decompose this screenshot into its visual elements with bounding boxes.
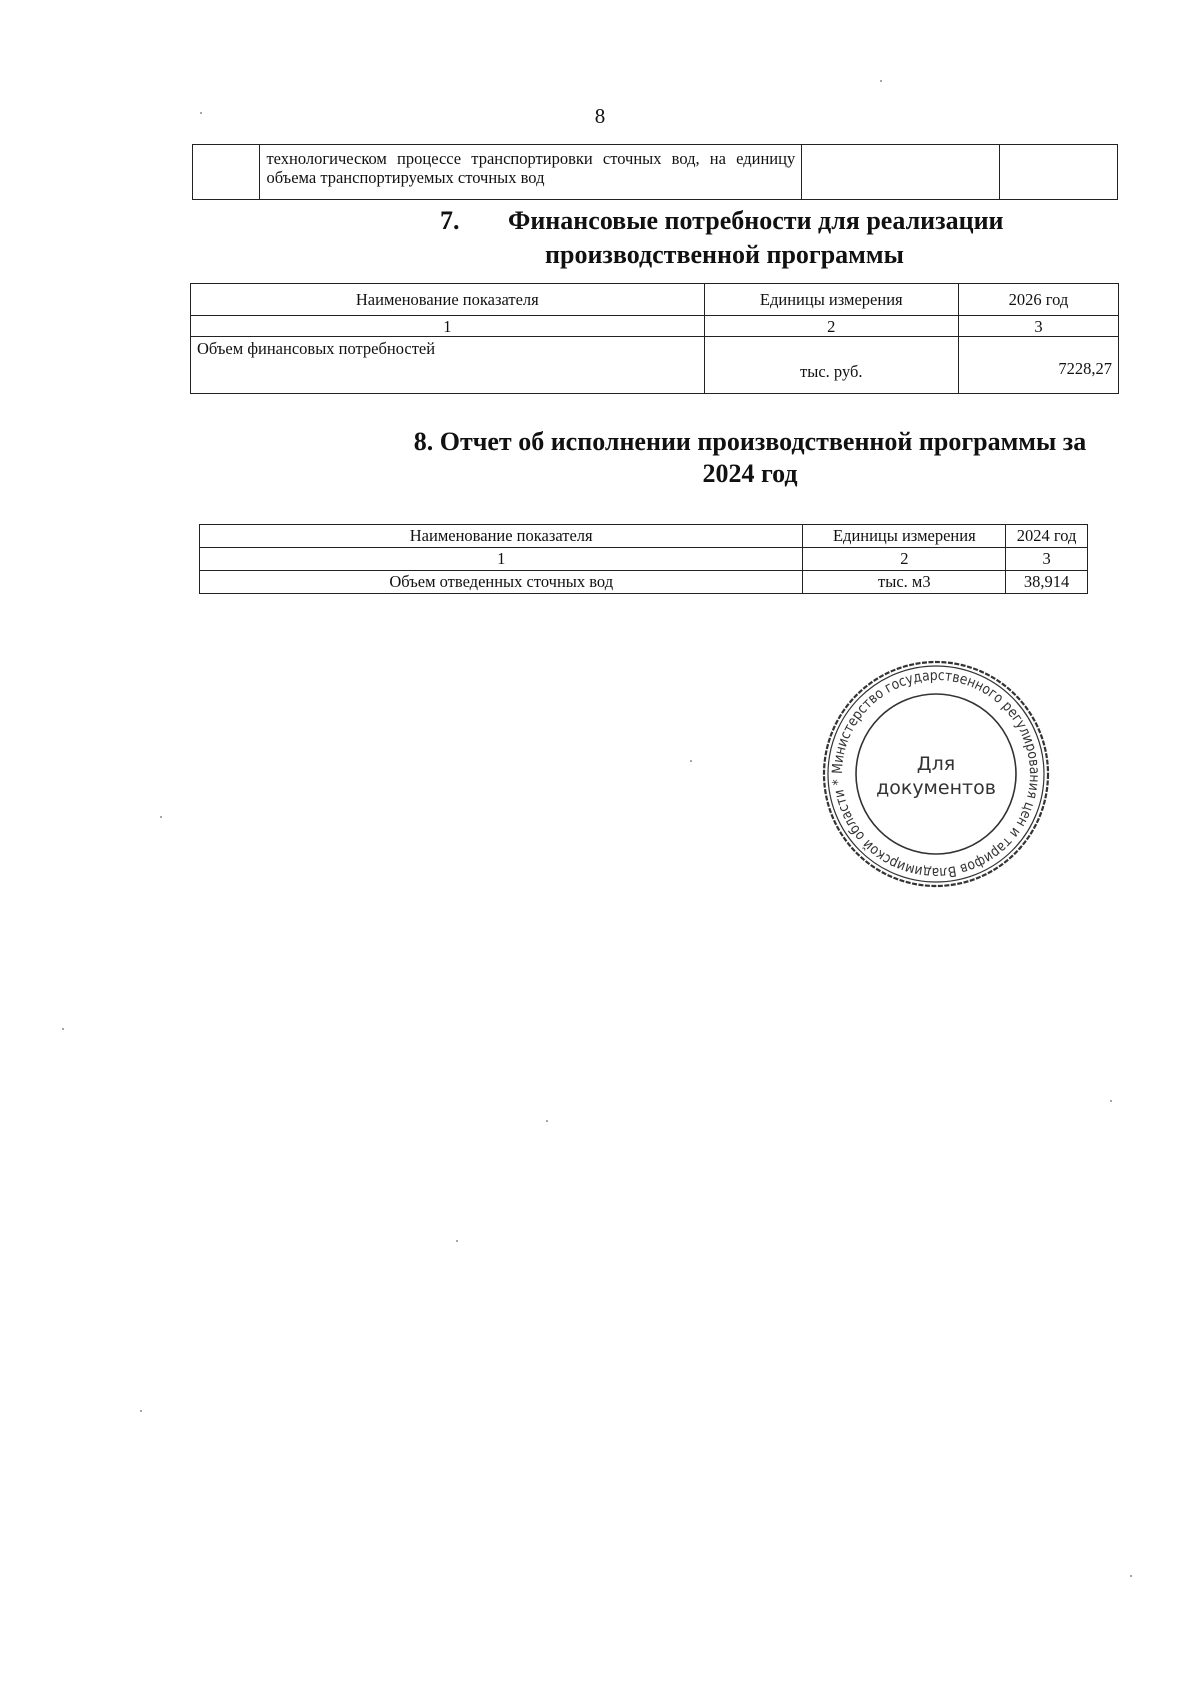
index-cell: 2 (704, 316, 958, 337)
section-8-title-line1: 8. Отчет об исполнении производственной программы за (413, 427, 1087, 456)
stamp-center-line2: документов (876, 777, 996, 799)
section-7-title-line1: Финансовые потребности для реализации (508, 206, 1004, 235)
row-name: Объем отведенных сточных вод (200, 571, 803, 594)
table-cell-empty (802, 145, 1000, 200)
table-header-row (200, 525, 1088, 548)
scan-speck (880, 80, 882, 82)
row-value: 7228,27 (958, 337, 1118, 394)
program-report-table (199, 524, 1088, 594)
scan-speck (456, 1240, 458, 1242)
stamp-seal (820, 658, 1052, 890)
index-cell: 3 (958, 316, 1118, 337)
stamp-ring-text: Министерство государственного регулирования цен и тарифов Владимирской области * (829, 667, 1043, 881)
scan-speck (62, 1028, 64, 1030)
header-name: Наименование показателя (191, 284, 705, 316)
row-name: Объем финансовых потребностей (191, 337, 705, 394)
index-cell: 3 (1006, 548, 1088, 571)
scan-speck (690, 760, 692, 762)
row-unit: тыс. м3 (803, 571, 1006, 594)
continuation-text: технологическом процессе транспортировки сточных вод, на единицу объема транспортируемых сточных вод (260, 145, 802, 200)
table-row (200, 571, 1088, 594)
header-year: 2026 год (958, 284, 1118, 316)
row-value: 38,914 (1006, 571, 1088, 594)
header-name: Наименование показателя (200, 525, 803, 548)
scan-speck (1110, 1100, 1112, 1102)
table-cell-empty (999, 145, 1117, 200)
financial-needs-table (190, 283, 1119, 394)
table-row (191, 337, 1119, 394)
scan-speck (160, 816, 162, 818)
index-cell: 1 (191, 316, 705, 337)
row-unit: тыс. руб. (704, 337, 958, 394)
section-7-number: 7. (440, 206, 460, 235)
index-cell: 2 (803, 548, 1006, 571)
header-year: 2024 год (1006, 525, 1088, 548)
section-7-title-line2: производственной программы (545, 240, 904, 269)
table-cell-empty (193, 145, 260, 200)
scan-speck (546, 1120, 548, 1122)
header-unit: Единицы измерения (803, 525, 1006, 548)
continuation-table (192, 144, 1118, 200)
table-header-row (191, 284, 1119, 316)
header-unit: Единицы измерения (704, 284, 958, 316)
scan-speck (140, 1410, 142, 1412)
stamp-center-line1: Для (916, 753, 956, 775)
index-cell: 1 (200, 548, 803, 571)
scan-speck (200, 112, 202, 114)
table-row (193, 145, 1118, 200)
section-8-heading (400, 426, 1100, 490)
section-8-title-line2: 2024 год (702, 459, 798, 488)
scan-speck (1130, 1575, 1132, 1577)
table-index-row (191, 316, 1119, 337)
table-index-row (200, 548, 1088, 571)
page-number: 8 (594, 104, 606, 128)
